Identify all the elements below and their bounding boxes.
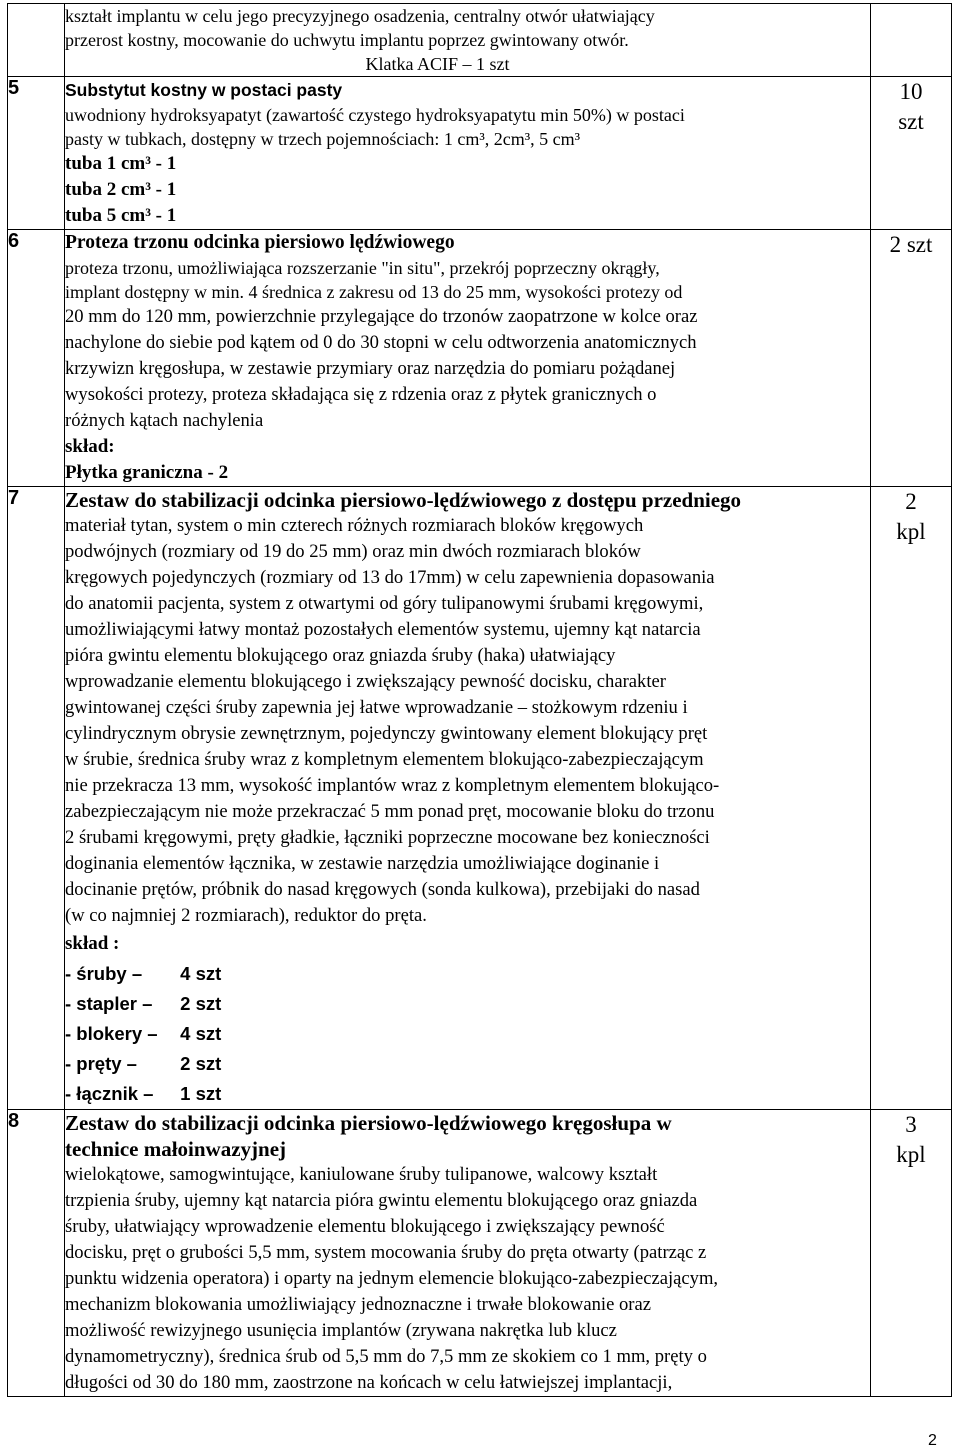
description-line: kręgowych pojedynczych (rozmiary od 13 do 17mm) w celu zapewnienia dopasowania	[65, 567, 715, 588]
description-line: przerost kostny, mocowanie do uchwytu implantu poprzez gwintowany otwór.	[65, 30, 629, 50]
description-line: zabezpieczającym nie może przekraczać 5 mm ponad pręt, mocowanie bloku do trzonu	[65, 801, 715, 822]
component-row	[65, 1049, 870, 1079]
description-line: pióra gwintu elementu blokującego oraz gniazda śruby (haka) ułatwiający	[65, 645, 616, 666]
description-line: (w co najmniej 2 rozmiarach), reduktor do pręta.	[65, 905, 427, 926]
tube-item: tuba 1 cm³ - 1	[65, 153, 177, 174]
quantity-value: 2 szt	[889, 232, 933, 257]
description-line: mechanizm blokowania umożliwiający jednoznaczne i trwałe blokowanie oraz	[65, 1294, 651, 1315]
table-row	[8, 487, 952, 1110]
row-number: 5	[8, 77, 65, 230]
description-line: możliwość rewizyjnego usunięcia implantów (zrywana nakrętka lub klucz	[65, 1320, 617, 1341]
component-row	[65, 959, 870, 989]
component-row	[65, 1079, 870, 1109]
description-line: w śrubie, średnica śruby wraz z kompletnym elementem blokująco-zabezpieczającym	[65, 749, 704, 770]
description-line: dynamometryczny), średnica śrub od 5,5 mm do 7,5 mm ze skokiem co 1 mm, pręty o	[65, 1346, 707, 1367]
description-cell	[65, 487, 871, 1110]
component-qty: 2 szt	[180, 993, 222, 1014]
quantity-cell	[871, 230, 952, 487]
description-line: uwodniony hydroksyapatyt (zawartość czystego hydroksyapatytu min 50%) w postaci	[65, 105, 685, 125]
quantity-cell	[871, 4, 952, 77]
component-name: - stapler –	[65, 993, 153, 1014]
description-line: 2 śrubami kręgowymi, pręty gładkie, łączniki poprzeczne mocowane bez konieczności	[65, 827, 710, 848]
component-name: - blokery –	[65, 1023, 158, 1044]
description-line: 20 mm do 120 mm, powierzchnie przylegające do trzonów zaopatrzone w kolce oraz	[65, 306, 698, 327]
description-line: doginania elementów łącznika, w zestawie narzędzia umożliwiające doginanie i	[65, 853, 660, 874]
description-cell	[65, 230, 871, 487]
item-title: Proteza trzonu odcinka piersiowo lędźwiowego	[65, 232, 455, 253]
quantity-cell	[871, 77, 952, 230]
description-cell	[65, 4, 871, 77]
tube-item: tuba 5 cm³ - 1	[65, 205, 177, 226]
component-row	[65, 989, 870, 1019]
composition-label: skład :	[65, 933, 120, 954]
component-name: - pręty –	[65, 1053, 137, 1074]
table-row	[8, 77, 952, 230]
description-line: docinanie prętów, próbnik do nasad kręgowych (sonda kulkowa), przebijaki do nasad	[65, 879, 700, 900]
description-line: kształt implantu w celu jego precyzyjnego osadzenia, centralny otwór ułatwiający	[65, 6, 655, 26]
description-cell	[65, 1110, 871, 1397]
component-qty: 1 szt	[180, 1083, 222, 1104]
quantity-unit: kpl	[896, 1142, 926, 1167]
description-line: cylindrycznym obrysie zewnętrznym, pojedynczy gwintowany element blokujący pręt	[65, 723, 708, 744]
item-title: Zestaw do stabilizacji odcinka piersiowo-lędźwiowego z dostępu przedniego	[65, 488, 742, 512]
description-line: różnych kątach nachylenia	[65, 410, 264, 431]
description-line: wprowadzanie elementu blokującego i zwiększający pewność docisku, charakter	[65, 671, 666, 692]
description-line: do anatomii pacjenta, system z otwartymi od góry tulipanowymi śrubami kręgowymi,	[65, 593, 704, 614]
description-line: docisku, pręt o grubości 5,5 mm, system mocowania śruby do pręta otwarty (patrząc z	[65, 1242, 707, 1263]
description-line: materiał tytan, system o min czterech różnych rozmiarach bloków kręgowych	[65, 515, 644, 536]
description-line: krzywizn kręgosłupa, w zestawie przymiary oraz narzędzia do pomiaru pożądanej	[65, 358, 676, 379]
component-qty: 2 szt	[180, 1053, 222, 1074]
row-number: 7	[8, 487, 65, 1110]
description-line: umożliwiającymi łatwy montaż pozostałych elementów systemu, ujemny kąt natarcia	[65, 619, 701, 640]
row-number: 6	[8, 230, 65, 487]
description-line: trzpienia śruby, ujemny kąt natarcia pióra gwintu elementu blokującego oraz gniazda	[65, 1190, 698, 1211]
description-line: gwintowanej części śruby zapewnia jej łatwe wprowadzanie – stożkowym rdzeniu i	[65, 697, 688, 718]
item-title: Substytut kostny w postaci pasty	[65, 80, 343, 100]
quantity-cell	[871, 1110, 952, 1397]
composition-item: Płytka graniczna - 2	[65, 462, 229, 483]
table-row	[8, 4, 952, 77]
row-number: 8	[8, 1110, 65, 1397]
description-line: proteza trzonu, umożliwiająca rozszerzanie "in situ", przekrój poprzeczny okrągły,	[65, 258, 660, 278]
specification-table	[7, 3, 952, 1397]
item-summary: Klatka ACIF – 1 szt	[365, 54, 510, 74]
description-cell	[65, 77, 871, 230]
row-number-cell	[8, 4, 65, 77]
quantity-unit: kpl	[896, 519, 926, 544]
component-qty: 4 szt	[180, 963, 222, 984]
quantity-value: 2	[905, 489, 917, 514]
component-name: - śruby –	[65, 963, 143, 984]
component-qty: 4 szt	[180, 1023, 222, 1044]
quantity-value: 10	[899, 79, 923, 104]
description-line: nachylone do siebie pod kątem od 0 do 30 stopni w celu odtworzenia anatomicznych	[65, 332, 697, 353]
description-line: nie przekracza 13 mm, wysokość implantów wraz z kompletnym elementem blokująco-	[65, 775, 720, 796]
description-line: podwójnych (rozmiary od 19 do 25 mm) oraz min dwóch rozmiarach bloków	[65, 541, 641, 562]
quantity-cell	[871, 487, 952, 1110]
tube-item: tuba 2 cm³ - 1	[65, 179, 177, 200]
item-title: Zestaw do stabilizacji odcinka piersiowo-lędźwiowego kręgosłupa w	[65, 1111, 672, 1135]
table-row	[8, 1110, 952, 1397]
component-row	[65, 1019, 870, 1049]
description-line: wielokątowe, samogwintujące, kaniulowane śruby tulipanowe, walcowy kształt	[65, 1164, 658, 1185]
description-line: pasty w tubkach, dostępny w trzech pojemnościach: 1 cm³, 2cm³, 5 cm³	[65, 129, 581, 149]
description-line: implant dostępny w min. 4 średnica z zakresu od 13 do 25 mm, wysokości protezy od	[65, 282, 683, 302]
description-line: długości od 30 do 180 mm, zaostrzone na końcach w celu łatwiejszej implantacji,	[65, 1372, 673, 1393]
quantity-unit: szt	[898, 109, 924, 134]
quantity-value: 3	[905, 1112, 917, 1137]
component-name: - łącznik –	[65, 1083, 154, 1104]
page-number: 2	[928, 1432, 937, 1449]
table-row	[8, 230, 952, 487]
item-title: technice małoinwazyjnej	[65, 1137, 287, 1161]
composition-label: skład:	[65, 436, 115, 457]
description-line: punktu widzenia operatora) i oparty na jednym elemencie blokująco-zabezpieczającym,	[65, 1268, 719, 1289]
description-line: wysokości protezy, proteza składająca się z rdzenia oraz z płytek granicznych o	[65, 384, 657, 405]
description-line: śruby, ułatwiający wprowadzenie elementu blokującego i zwiększający pewność	[65, 1216, 665, 1237]
